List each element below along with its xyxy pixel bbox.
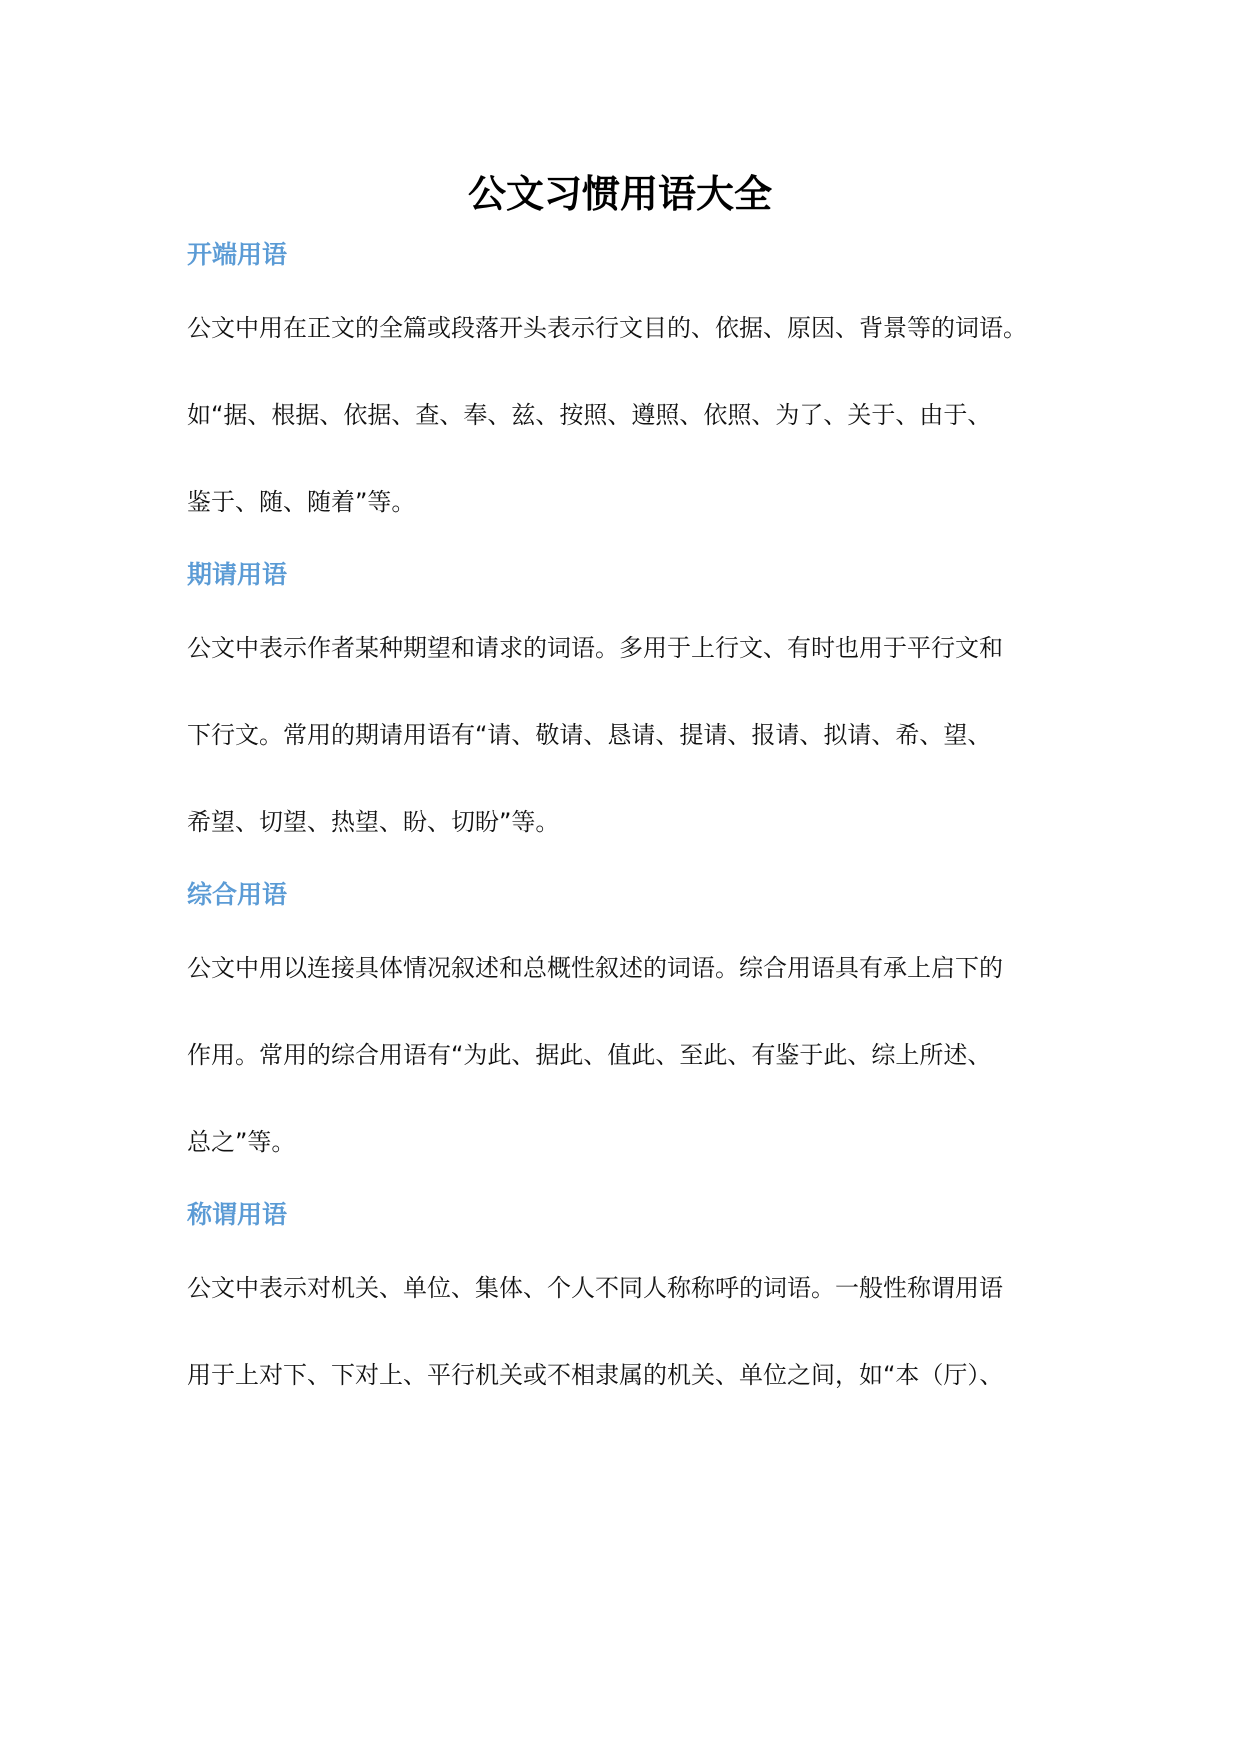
paragraph-line: 如“据、根据、依据、查、奉、兹、按照、遵照、依照、为了、关于、由于、 — [187, 401, 992, 429]
paragraph-line: 下行文。常用的期请用语有“请、敬请、恳请、提请、报请、拟请、希、望、 — [187, 721, 992, 749]
paragraph-line: 公文中用以连接具体情况叙述和总概性叙述的词语。综合用语具有承上启下的 — [187, 954, 1003, 982]
paragraph-line: 鉴于、随、随着”等。 — [187, 488, 416, 516]
paragraph-line: 希望、切望、热望、盼、切盼”等。 — [187, 808, 560, 836]
document-title: 公文习惯用语大全 — [467, 172, 772, 216]
section-heading-request: 期请用语 — [187, 560, 288, 589]
paragraph-line: 作用。常用的综合用语有“为此、据此、值此、至此、有鉴于此、综上所述、 — [187, 1041, 992, 1069]
paragraph-line: 公文中用在正文的全篇或段落开头表示行文目的、依据、原因、背景等的词语。 — [187, 314, 1027, 342]
section-heading-opening: 开端用语 — [187, 240, 288, 269]
paragraph-line: 公文中表示对机关、单位、集体、个人不同人称称呼的词语。一般性称谓用语 — [187, 1274, 1003, 1302]
paragraph-line: 公文中表示作者某种期望和请求的词语。多用于上行文、有时也用于平行文和 — [187, 634, 1003, 662]
paragraph-line: 总之”等。 — [187, 1128, 296, 1156]
section-heading-address: 称谓用语 — [187, 1200, 288, 1229]
paragraph-line: 用于上对下、下对上、平行机关或不相隶属的机关、单位之间，如“本（厅）、 — [187, 1361, 1004, 1389]
section-heading-summary: 综合用语 — [187, 880, 288, 909]
